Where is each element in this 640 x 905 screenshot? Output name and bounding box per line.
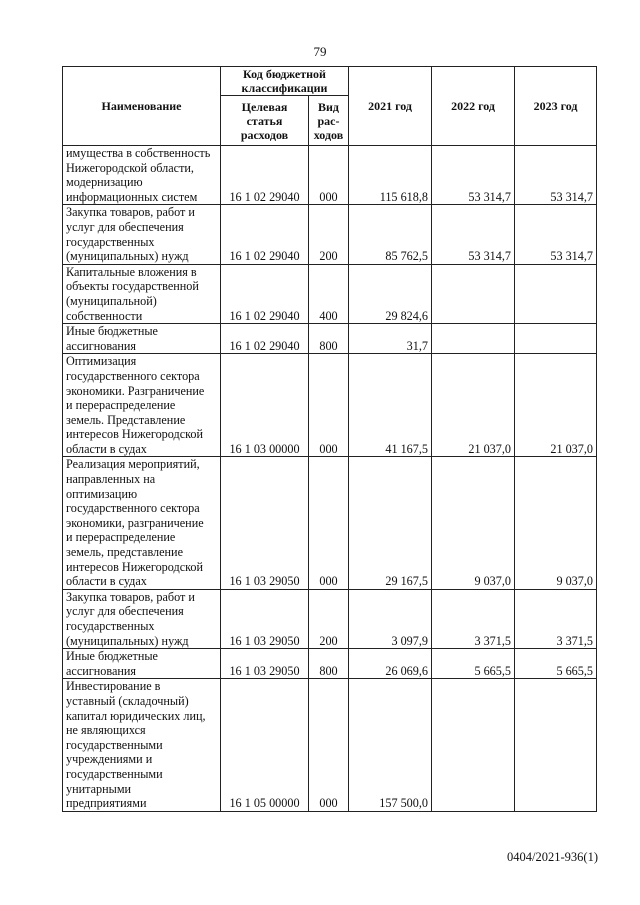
row-value-2023: 5 665,5 [515, 649, 597, 679]
header-target-article: Целевая статья расходов [221, 96, 309, 146]
row-value-2023: 53 314,7 [515, 146, 597, 205]
row-value-2021: 115 618,8 [349, 146, 432, 205]
row-value-2023 [515, 264, 597, 323]
header-2022: 2022 год [432, 67, 515, 146]
table-body [63, 146, 597, 812]
page-number: 79 [313, 44, 327, 59]
document-code: 0404/2021-936(1) [507, 850, 598, 864]
row-value-2021: 31,7 [349, 324, 432, 354]
row-value-2023: 9 037,0 [515, 457, 597, 589]
row-expense-type: 400 [309, 264, 349, 323]
row-value-2022: 53 314,7 [432, 146, 515, 205]
row-expense-type: 200 [309, 589, 349, 648]
row-target-article: 16 1 03 29050 [221, 457, 309, 589]
row-target-article: 16 1 02 29040 [221, 264, 309, 323]
table-row [63, 146, 597, 205]
row-expense-type: 000 [309, 679, 349, 811]
table-row [63, 324, 597, 354]
header-name: Наименование [63, 67, 221, 146]
table-row [63, 457, 597, 589]
row-value-2022 [432, 324, 515, 354]
row-expense-type: 000 [309, 354, 349, 457]
row-expense-type: 800 [309, 649, 349, 679]
row-name: Иные бюджетные ассигнования [63, 324, 221, 354]
row-target-article: 16 1 02 29040 [221, 324, 309, 354]
row-expense-type: 800 [309, 324, 349, 354]
row-value-2022 [432, 679, 515, 811]
row-name: Закупка товаров, работ и услуг для обеспечения государственных (муниципальных) нужд [63, 589, 221, 648]
row-value-2021: 85 762,5 [349, 205, 432, 264]
row-value-2022: 9 037,0 [432, 457, 515, 589]
header-2021: 2021 год [349, 67, 432, 146]
row-value-2022: 5 665,5 [432, 649, 515, 679]
row-value-2022 [432, 264, 515, 323]
row-value-2023: 53 314,7 [515, 205, 597, 264]
header-2023: 2023 год [515, 67, 597, 146]
row-value-2021: 3 097,9 [349, 589, 432, 648]
row-name: Иные бюджетные ассигнования [63, 649, 221, 679]
row-value-2021: 157 500,0 [349, 679, 432, 811]
row-name: имущества в собственность Нижегородской области, модернизацию информационных систем [63, 146, 221, 205]
row-value-2023: 21 037,0 [515, 354, 597, 457]
row-value-2021: 29 167,5 [349, 457, 432, 589]
header-budget-code: Код бюджетной классификации [221, 67, 349, 96]
budget-table [62, 66, 597, 812]
row-value-2021: 29 824,6 [349, 264, 432, 323]
row-value-2022: 21 037,0 [432, 354, 515, 457]
table-row [63, 354, 597, 457]
table-row [63, 589, 597, 648]
row-target-article: 16 1 02 29040 [221, 205, 309, 264]
row-target-article: 16 1 05 00000 [221, 679, 309, 811]
table-row [63, 205, 597, 264]
row-target-article: 16 1 03 29050 [221, 649, 309, 679]
row-name: Оптимизация государственного сектора экономики. Разграничение и перераспределение земель. Представление интересов Нижегородской области в судах [63, 354, 221, 457]
row-expense-type: 000 [309, 457, 349, 589]
row-value-2023 [515, 324, 597, 354]
row-name: Капитальные вложения в объекты государственной (муниципальной) собственности [63, 264, 221, 323]
row-value-2023: 3 371,5 [515, 589, 597, 648]
table-row [63, 264, 597, 323]
row-value-2022: 53 314,7 [432, 205, 515, 264]
row-name: Инвестирование в уставный (складочный) капитал юридических лиц, не являющихся государственными учреждениями и государственными унитарными предприятиями [63, 679, 221, 811]
row-name: Реализация мероприятий, направленных на оптимизацию государственного сектора экономики, разграничение и перераспределение земель, представление интересов Нижегородской области в судах [63, 457, 221, 589]
row-target-article: 16 1 03 00000 [221, 354, 309, 457]
row-value-2021: 26 069,6 [349, 649, 432, 679]
row-value-2023 [515, 679, 597, 811]
table-row [63, 649, 597, 679]
row-expense-type: 000 [309, 146, 349, 205]
row-value-2021: 41 167,5 [349, 354, 432, 457]
header-expense-type: Вид рас- ходов [309, 96, 349, 146]
row-name: Закупка товаров, работ и услуг для обеспечения государственных (муниципальных) нужд [63, 205, 221, 264]
row-value-2022: 3 371,5 [432, 589, 515, 648]
row-expense-type: 200 [309, 205, 349, 264]
row-target-article: 16 1 02 29040 [221, 146, 309, 205]
table-row [63, 679, 597, 811]
row-target-article: 16 1 03 29050 [221, 589, 309, 648]
